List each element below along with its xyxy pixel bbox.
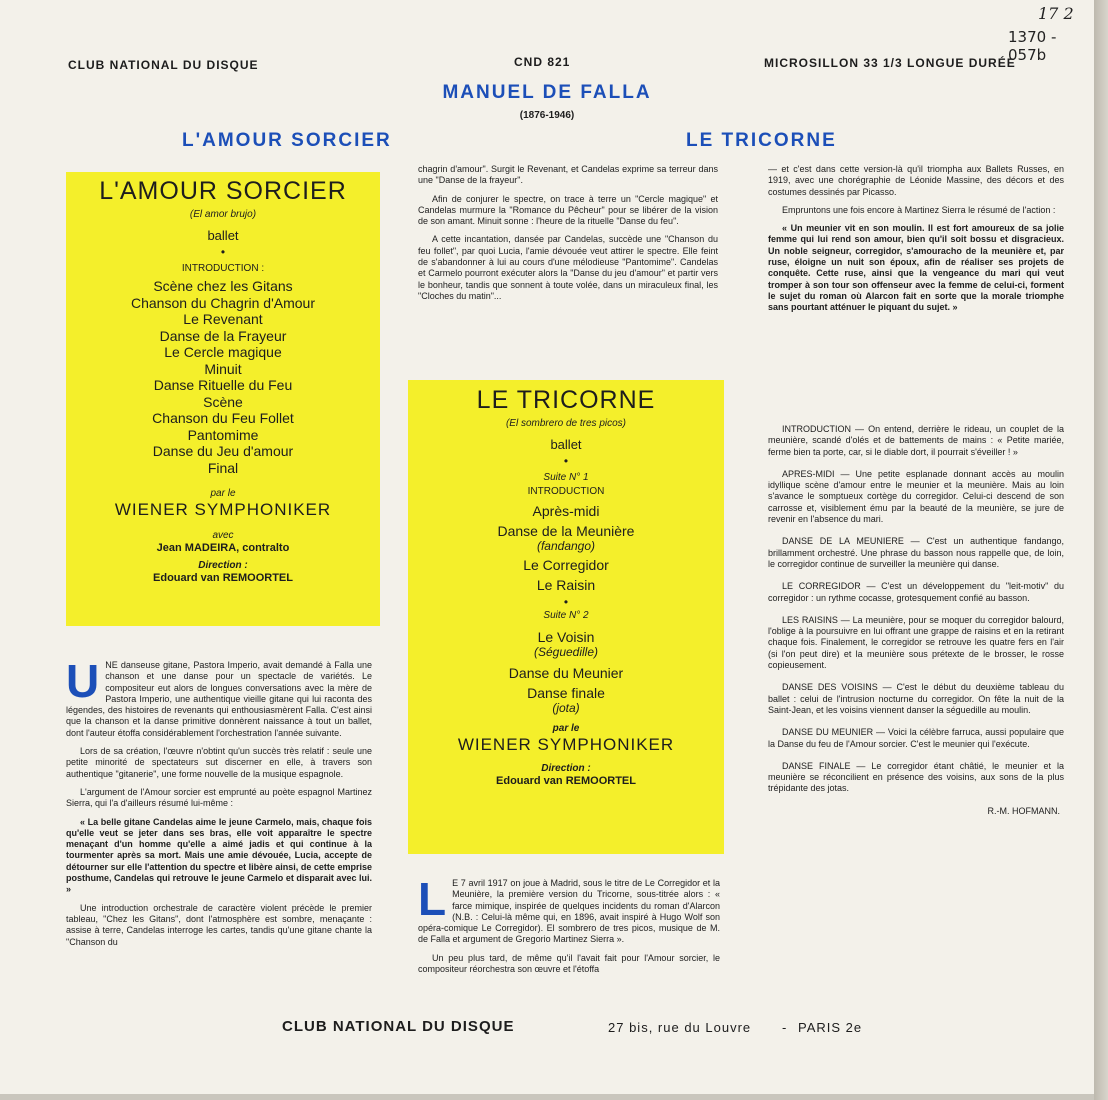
composer-dates: (1876-1946) (519, 110, 575, 121)
conductor-name: Edouard van REMOORTEL (496, 775, 636, 787)
paragraph: E 7 avril 1917 on joue à Madrid, sous le titre de Le Corregidor et la Meunière, la première version du Tricorne, sous-titrée alors : « farce mimique, inspirée de quelques incidents du roman d'Alarcon (N.B. : Celui-là même qui, en 1896, avait inspiré à Hugo Wolf son opéra-comique Le Corregidor). El sombrero de tres picos, musique de M. de Falla et argument de Gregorio Martinez Sierra ». (418, 878, 720, 945)
soloist-name: Jean MADEIRA, contralto (156, 542, 290, 554)
footer-club-name: CLUB NATIONAL DU DISQUE (282, 1018, 515, 1035)
notes-column-2-top (418, 164, 718, 358)
notes-column-2-bottom (418, 878, 720, 1000)
track-item: Le Voisin (537, 629, 595, 645)
section-paragraph: DANSE FINALE — Le corregidor étant châtié, le meunier et la meunière se réconcilient en présence des voisins, aux sons de la plus trépidante des jotas. (768, 760, 1064, 794)
intro-label: INTRODUCTION : (181, 263, 265, 274)
tricorne-panel (408, 380, 724, 854)
genre-label: ballet (207, 228, 239, 243)
direction-label: Direction : (541, 763, 591, 774)
track-list (66, 278, 380, 476)
paragraph: Lors de sa création, l'œuvre n'obtint qu'un succès très relatif : seule une petite minorité de spectateurs sut discerner en elle, à travers son authentique "gitanerie", une forme nouvelle de la musique espagnole. (66, 746, 372, 779)
track-item: Danse finale (527, 685, 605, 701)
paragraph: Empruntons une fois encore à Martinez Sierra le résumé de l'action : (782, 204, 1056, 215)
section-paragraph: LES RAISINS — La meunière, pour se moquer du corregidor balourd, l'oblige à la poursuivre en lui offrant une grappe de raisins et en la retirant chaque fois. Finalement, le corregidor se retrouve les quatre fers en l'air (si l'on peut dire) et la meunière sous prétexte de le brosser, le rosse copieusement. (768, 614, 1064, 671)
avec-label: avec (212, 530, 234, 541)
track-item: Le Revenant (183, 311, 263, 327)
paragraph: chagrin d'amour". Surgit le Revenant, et Candelas exprime sa terreur dans une "Danse de la frayeur". (418, 164, 718, 186)
panel-subtitle: (El amor brujo) (189, 209, 257, 220)
track-item: Chanson du Chagrin d'Amour (130, 294, 315, 311)
bullet: • (220, 245, 226, 259)
panel-subtitle: (El sombrero de tres picos) (505, 418, 627, 429)
track-item: Le Raisin (536, 577, 596, 593)
paragraph: Un peu plus tard, de même qu'il l'avait fait pour l'Amour sorcier, le compositeur réorchestra son œuvre et l'étoffa (418, 952, 720, 975)
section-paragraph: DANSE DES VOISINS — C'est le début du deuxième tableau du ballet : celui de l'intrusion nocturne du corregidor. On fête la nuit de la Saint-Jean, et les voisins viennent danser la séguedille au moulin. (768, 682, 1064, 715)
track-subtitle: (fandango) (536, 539, 596, 553)
paragraph: — et c'est dans cette version-là qu'il triompha aux Ballets Russes, en 1919, avec une chorégraphie de Léonide Massine, des décors et des costumes dessinés par Picasso. (768, 164, 1064, 197)
track-item: Danse du Meunier (508, 665, 624, 681)
track-item: Scène (203, 393, 243, 410)
section-paragraph: DANSE DE LA MEUNIERE — C'est un authentique fandango, brillamment orchestré. Une phrase du basson nous rappelle que, de loin, le corregidor continue de surveiller la meunière qui danse. (768, 536, 1064, 569)
track-subtitle: (Séguedille) (533, 645, 599, 659)
orchestra-name: WIENER SYMPHONIKER (114, 500, 332, 519)
orchestra-name: WIENER SYMPHONIKER (457, 735, 675, 754)
section-paragraph: INTRODUCTION — On entend, derrière le rideau, un couplet de la meunière, scandé d'olés et de battements de mains : « Petite mariée, ferme bien ta porte, car, si le diable dort, il pourrait s'éveiller ! » (768, 424, 1064, 457)
amour-sorcier-panel (66, 172, 380, 626)
signature: R.-M. HOFMANN. (987, 805, 1060, 816)
notes-column-3-top (768, 164, 1064, 364)
notes-column-1 (66, 660, 372, 1058)
track-item: Danse Rituelle du Feu (153, 377, 293, 393)
paragraph: NE danseuse gitane, Pastora Imperio, avait demandé à Falla une chanson et une danse pour un spectacle de variétés. Le compositeur eut alors de longues conversations avec la mère de Pastora Imperio, une authentique vieille gitane qui lui raconta des légendes, des histoires de revenants qui enthousiasmèrent Falla. C'est ainsi que la chanson et la danse primitive donnèrent naissance à tout un ballet, dont l'auteur étoffa considérablement l'orchestration l'année suivante. (66, 660, 372, 738)
bullet: • (563, 595, 569, 609)
suite-1-label: Suite N° 1 (543, 472, 589, 483)
track-item: Danse de la Meunière (497, 523, 635, 539)
footer-separator: - (782, 1020, 787, 1035)
bullet: • (563, 454, 569, 468)
format-label: MICROSILLON 33 1/3 LONGUE DURÉE (764, 56, 1016, 70)
section-paragraph: LE CORREGIDOR — C'est un développement du "leit-motiv" du corregidor : un rythme cocasse, grotesquement confié au basson. (768, 581, 1064, 603)
drop-cap: U (66, 660, 100, 707)
paragraph: Une introduction orchestrale de caractère violent précède le premier tableau, "Chez les Gitans", dont l'atmosphère est sombre, menaçante : assise à terre, Candelas interroge les cartes, tandis qu'une gitane chante la "Chanson du (66, 902, 372, 947)
sleeve-edge (1094, 0, 1108, 1100)
handwritten-number: 17 2 (1038, 4, 1074, 23)
par-le: par le (210, 488, 236, 499)
track-item: Final (207, 459, 239, 476)
intro-label: INTRODUCTION (527, 486, 605, 497)
track-item: Le Cercle magique (164, 344, 282, 360)
footer-city: PARIS 2e (798, 1020, 863, 1035)
track-subtitle: (jota) (552, 701, 580, 715)
track-item: Danse du Jeu d'amour (152, 443, 294, 459)
section-paragraph: DANSE DU MEUNIER — Voici la célèbre farruca, aussi populaire que la Danse du feu de l'Amour sorcier. C'est le meunier qui l'exécute. (768, 727, 1064, 749)
track-item: Scène chez les Gitans (153, 278, 293, 294)
track-item: Après-midi (532, 503, 600, 519)
catalog-number: CND 821 (514, 55, 571, 69)
catalog-stamp: 1370 - 057b (1008, 28, 1057, 64)
panel-title: L'AMOUR SORCIER (99, 177, 347, 205)
par-le: par le (552, 723, 580, 734)
paragraph: Afin de conjurer le spectre, on trace à terre un "Cercle magique" et Candelas murmure la "Romance du Pêcheur" pour se libérer de la vision de son amant. Minuit sonne : l'heure de la rituelle "Danse du feu". (418, 193, 718, 227)
label-name: CLUB NATIONAL DU DISQUE (68, 58, 259, 72)
notes-column-3-sections (768, 424, 1064, 1024)
quote-paragraph: « La belle gitane Candelas aime le jeune Carmelo, mais, chaque fois qu'elle veut se jeter dans ses bras, elle voit apparaître le spectre menaçant d'un homme qu'elle a aimé jadis et qui continue à la tourmenter après sa mort. Mais une amie dévouée, Lucia, accepte de détourner sur elle l'attention du spectre et libère ainsi, de cette emprise posthume, Candelas qui retrouve le jeune Carmelo et disparait avec lui. » (66, 816, 372, 895)
paragraph: A cette incantation, dansée par Candelas, succède une "Chanson du feu follet", par quoi Lucia, l'amie dévouée veut attirer le spectre. Elle feint de s'abandonner à lui au cours d'une mélodieuse "Pantomime". Candelas et Carmelo pourront exécuter alors la "Danse du jeu d'amour" et partir vers le bonheur, tandis que sonnent à toute volée, dans un miraculeux final, les "Cloches du matin"... (418, 234, 718, 301)
footer-address: 27 bis, rue du Louvre (608, 1020, 752, 1035)
track-item: Minuit (204, 360, 242, 377)
work-title-amour: L'AMOUR SORCIER (182, 130, 392, 151)
drop-cap: L (418, 878, 447, 925)
direction-label: Direction : (198, 560, 248, 571)
track-item: Chanson du Feu Follet (152, 410, 294, 426)
section-paragraph: APRES-MIDI — Une petite esplanade donnant accès au moulin idyllique scène d'amour entre le meunier et la meunière. Mais au loin s'avance le somptueux cortège du corregidor. Celui-ci descend de son carrosse et, visiblement ému par la beauté de la meunière, se jure de revenir en l'absence du mari. (768, 468, 1064, 525)
composer-name: MANUEL DE FALLA (442, 82, 652, 103)
work-title-tricorne: LE TRICORNE (686, 130, 837, 151)
quote-paragraph: « Un meunier vit en son moulin. Il est fort amoureux de sa jolie femme qui lui rend son amour, bien qu'il soit bossu et disgracieux. Un noble seigneur, corregidor, s'amouracho de la meunière et, par ruse, éloigne un nuit son époux, afin de réaliser ses projets de conquête. Cette ruse, ainsi que la vengeance du mari qui veut tromper à son tour son offenseur avec la femme de celui-ci, forment le sujet du roman où Alarcon fait en sorte que la morale triomphe sans pourtant atténuer le piquant du sujet. » (768, 223, 1064, 313)
track-item: Pantomime (187, 426, 259, 443)
suite-2-label: Suite N° 2 (543, 610, 589, 621)
panel-title: LE TRICORNE (476, 386, 656, 414)
track-item: Le Corregidor (523, 557, 609, 573)
paragraph: L'argument de l'Amour sorcier est emprunté au poète espagnol Martinez Sierra, qui l'a d'ailleurs résumé lui-même : (66, 786, 372, 809)
conductor-name: Edouard van REMOORTEL (153, 572, 293, 584)
genre-label: ballet (550, 437, 582, 452)
track-item: Danse de la Frayeur (159, 327, 287, 344)
